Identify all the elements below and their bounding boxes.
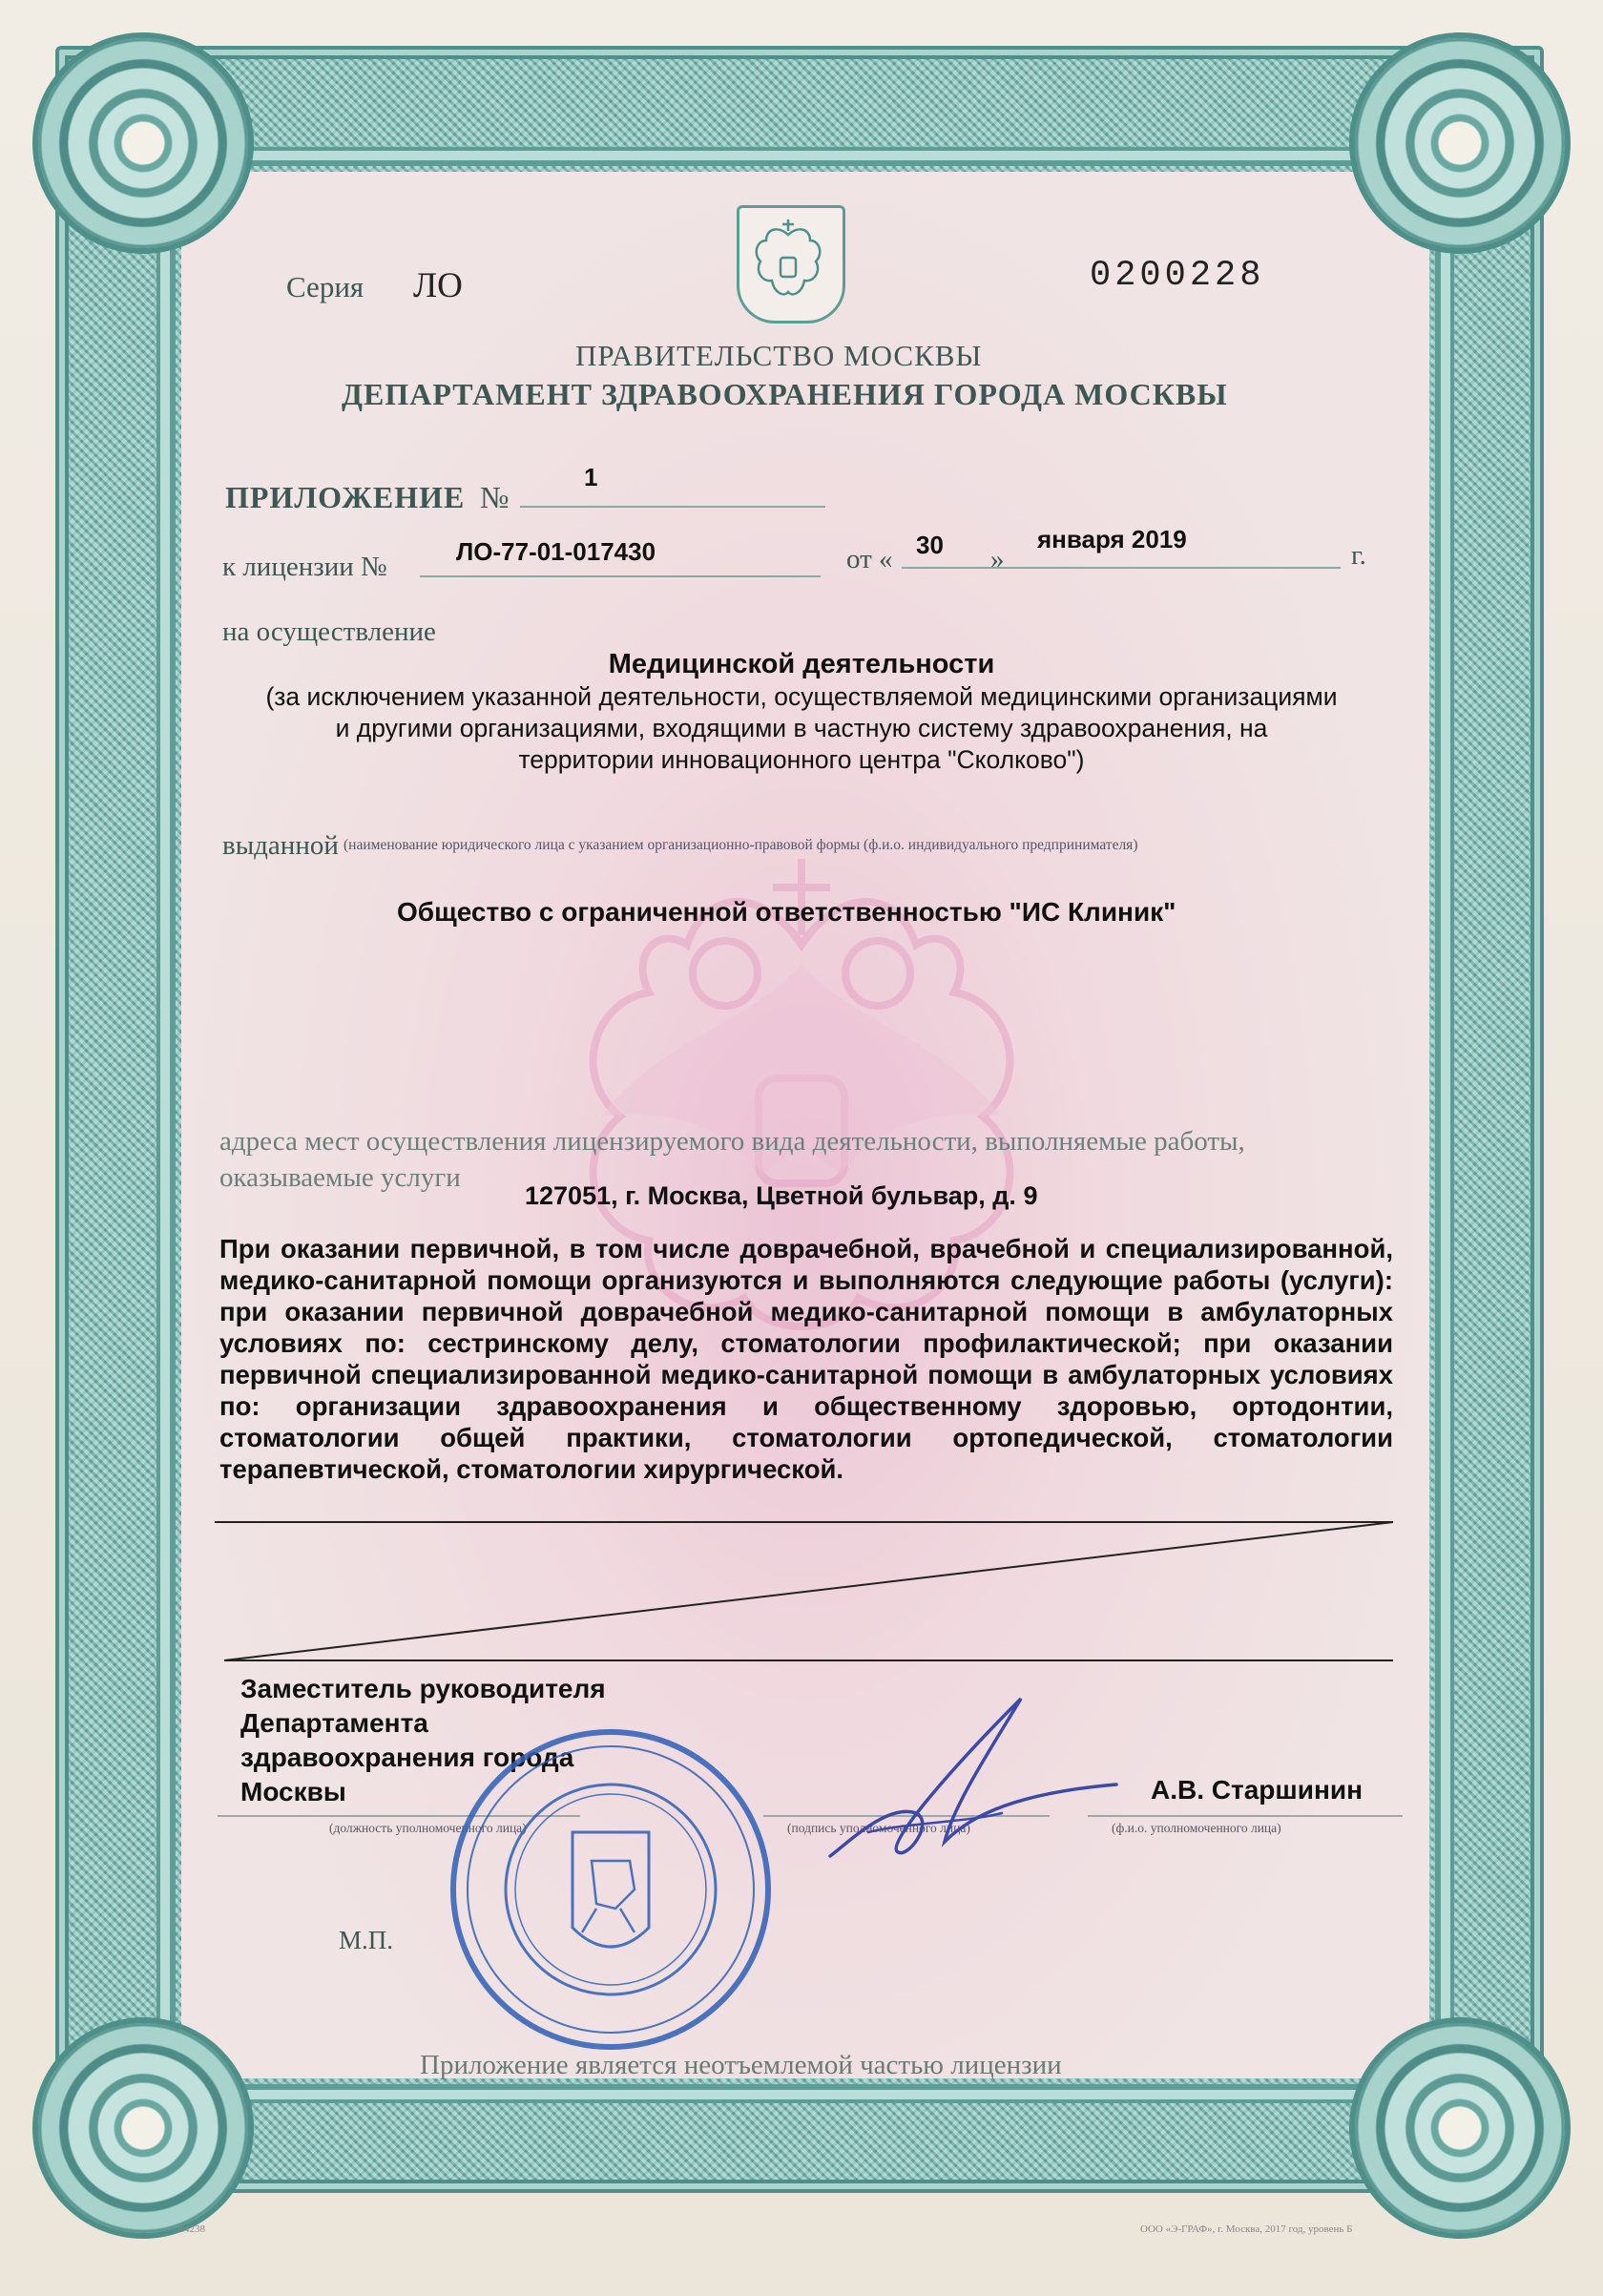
moscow-seal-stamp — [439, 1718, 782, 2061]
year-suffix: г. — [1351, 540, 1366, 571]
license-month-year: января 2019 — [1037, 525, 1187, 553]
appendix-number-underline — [520, 506, 825, 508]
date-quote-close: » — [990, 544, 1005, 574]
license-date-underline — [902, 567, 1341, 569]
issued-label: выданной — [222, 830, 339, 861]
signatory-name: А.В. Старшинин — [1151, 1775, 1363, 1805]
license-day: 30 — [916, 531, 944, 559]
license-number: ЛО-77-01-017430 — [456, 537, 656, 566]
appendix-note: Приложение является неотъемлемой частью лицензии — [420, 2050, 1062, 2080]
form-code: А4238 — [177, 2223, 205, 2235]
services-text: При оказании первичной, в том числе доврачебной, врачебной и специализированной, медико-санитарной помощи организуются и выполняются следующие работы (услуги): при оказании первичной доврачебной медико-санитарной помощи в амбулаторных условиях по: сестринскому делу, стоматологии профилактической; при оказании первичной специализированной медико-санитарной помощи в амбулаторных условиях по: организации здравоохранения и общественному здоровью, ортодонтии, стоматологии общей практики, стоматологии ортопедической, стоматологии терапевтической, стоматологии хирургической. — [219, 1234, 1393, 1484]
license-label: к лицензии № — [222, 552, 387, 582]
appendix-number-sign: № — [480, 480, 510, 514]
corner-rosette-bottom-right — [1355, 2023, 1565, 2233]
department-name: ДЕПАРТАМЕНТ ЗДРАВООХРАНЕНИЯ ГОРОДА МОСКВЫ — [342, 377, 1228, 411]
name-underline — [1088, 1815, 1403, 1817]
printer-info: ООО «Э-ГРАФ», г. Москва, 2017 год, уровень Б — [1140, 2223, 1353, 2235]
z-line-filler — [215, 1517, 1403, 1670]
signatory-position-line-2: Департамента — [240, 1708, 428, 1738]
signatory-position-line-4: Москвы — [240, 1777, 346, 1806]
date-from-label: от « — [846, 544, 893, 574]
state-emblem — [737, 205, 845, 324]
appendix-label: ПРИЛОЖЕНИЕ — [225, 480, 466, 514]
activity-note-line-1: (за исключением указанной деятельности, осуществляемой медицинскими организациями — [265, 682, 1338, 711]
address-value: 127051, г. Москва, Цветной бульвар, д. 9 — [525, 1181, 1038, 1210]
caption-position: (должность уполномоченного лица) — [329, 1821, 527, 1835]
mp-label: М.П. — [339, 1926, 394, 1954]
corner-rosette-top-left — [38, 38, 248, 248]
activity-title: Медицинской деятельности — [608, 649, 995, 679]
document-number: 0200228 — [1090, 256, 1265, 296]
double-headed-eagle-icon — [749, 216, 827, 307]
series-label: Серия — [286, 270, 364, 303]
activity-block — [205, 647, 1398, 776]
address-label-line-1: адреса мест осуществления лицензируемого вида деятельности, выполняемые работы, — [219, 1126, 1245, 1157]
handwritten-signature — [811, 1689, 1126, 1880]
activity-note-line-3: территории инновационного центра "Сколково") — [518, 745, 1085, 774]
activity-label: на осуществление — [222, 616, 436, 647]
address-label-line-2: оказываемые услуги — [219, 1162, 461, 1193]
license-number-underline — [420, 575, 821, 577]
caption-signature: (подпись уполномоченного лица) — [787, 1821, 970, 1835]
activity-note-line-2: и другими организациями, входящими в частную систему здравоохранения, на — [335, 714, 1268, 742]
caption-name: (ф.и.о. уполномоченного лица) — [1112, 1821, 1281, 1835]
organization-name: Общество с ограниченной ответственностью "ИС Клиник" — [397, 897, 1176, 927]
corner-rosette-top-right — [1355, 38, 1565, 248]
appendix-number: 1 — [584, 463, 598, 491]
government-name: ПРАВИТЕЛЬСТВО МОСКВЫ — [575, 339, 983, 372]
issued-caption: (наименование юридического лица с указанием организационно-правовой формы (ф.и.о. индивидуального предпринимателя) — [344, 837, 1138, 853]
corner-rosette-bottom-left — [38, 2023, 248, 2233]
series-value: ЛО — [413, 266, 463, 305]
signatory-position-line-1: Заместитель руководителя — [240, 1674, 606, 1703]
signatory-position-line-3: здравоохранения города — [240, 1743, 574, 1772]
